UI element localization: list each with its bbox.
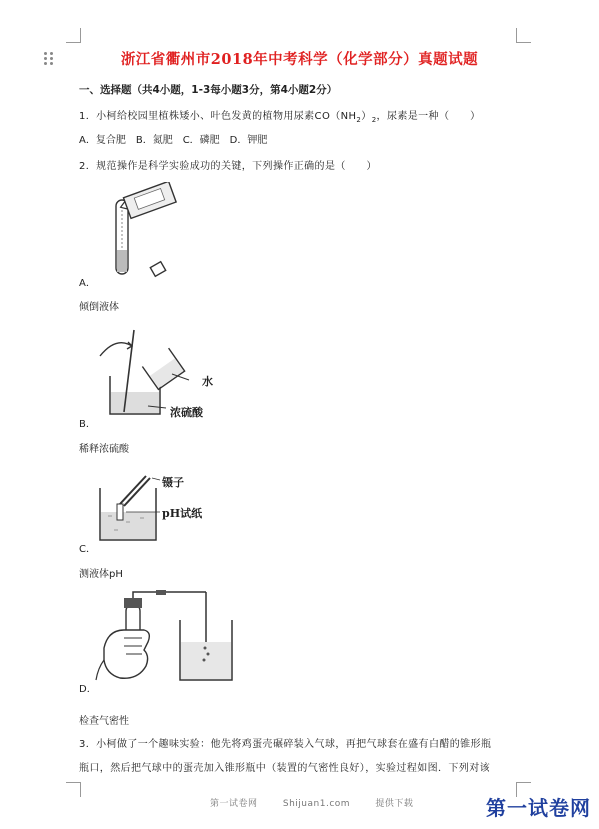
brand-watermark: 第一试卷网 — [486, 796, 591, 820]
page-footer — [210, 796, 435, 809]
question-1-text: 1．小柯给校园里植株矮小、叶色发黄的植物用尿素$CO(NH_2)_2$，尿素是一种（ ） — [79, 111, 481, 124]
crop-mark-top-left — [66, 28, 81, 43]
option-a-label: A． — [79, 278, 96, 289]
figure-label-tweezers: 镊子 — [162, 476, 184, 489]
option-c-label: C． — [79, 544, 96, 555]
figure-airtightness-check — [94, 590, 244, 684]
section-heading: 一、选择题（共4小题，1-3每小题3分，第4小题2分） — [79, 84, 338, 96]
footer-site-url[interactable]: Shijuan1.com — [282, 799, 351, 809]
question-3-line-1: 3．小柯做了一个趣味实验：他先将鸡蛋壳碾碎装入气球，再把气球套在盛有白醋的锥形瓶 — [79, 739, 492, 750]
option-c-caption: 测液体pH — [79, 569, 123, 580]
figure-label-ph-paper: pH试纸 — [162, 507, 203, 520]
crop-mark-bottom-left — [66, 782, 81, 797]
figure-pouring-liquid — [96, 182, 206, 282]
footer-download-note: 提供下载 — [375, 799, 414, 809]
crop-mark-top-right — [516, 28, 531, 43]
question-1-options: A．复合肥 B．氮肥 C．磷肥 D．钾肥 — [79, 135, 268, 146]
footer-site-name: 第一试卷网 — [210, 799, 258, 809]
question-3-line-2: 瓶口，然后把气球中的蛋壳加入锥形瓶中（装置的气密性良好），实验过程如图．下列对该 — [79, 763, 490, 774]
option-b-caption: 稀释浓硫酸 — [79, 444, 129, 455]
page-title: 浙江省衢州市2018年中考科学（化学部分）真题试题 — [120, 51, 479, 68]
question-2-text: 2．规范操作是科学实验成功的关键，下列操作正确的是（ ） — [79, 161, 377, 172]
figure-label-acid: 浓硫酸 — [170, 406, 203, 419]
option-b-label: B． — [79, 419, 96, 430]
option-d-label: D． — [79, 684, 97, 695]
option-a-caption: 倾倒液体 — [79, 302, 119, 313]
figure-diluting-acid — [94, 326, 224, 418]
figure-label-water: 水 — [202, 375, 213, 388]
option-d-caption: 检查气密性 — [79, 716, 129, 727]
